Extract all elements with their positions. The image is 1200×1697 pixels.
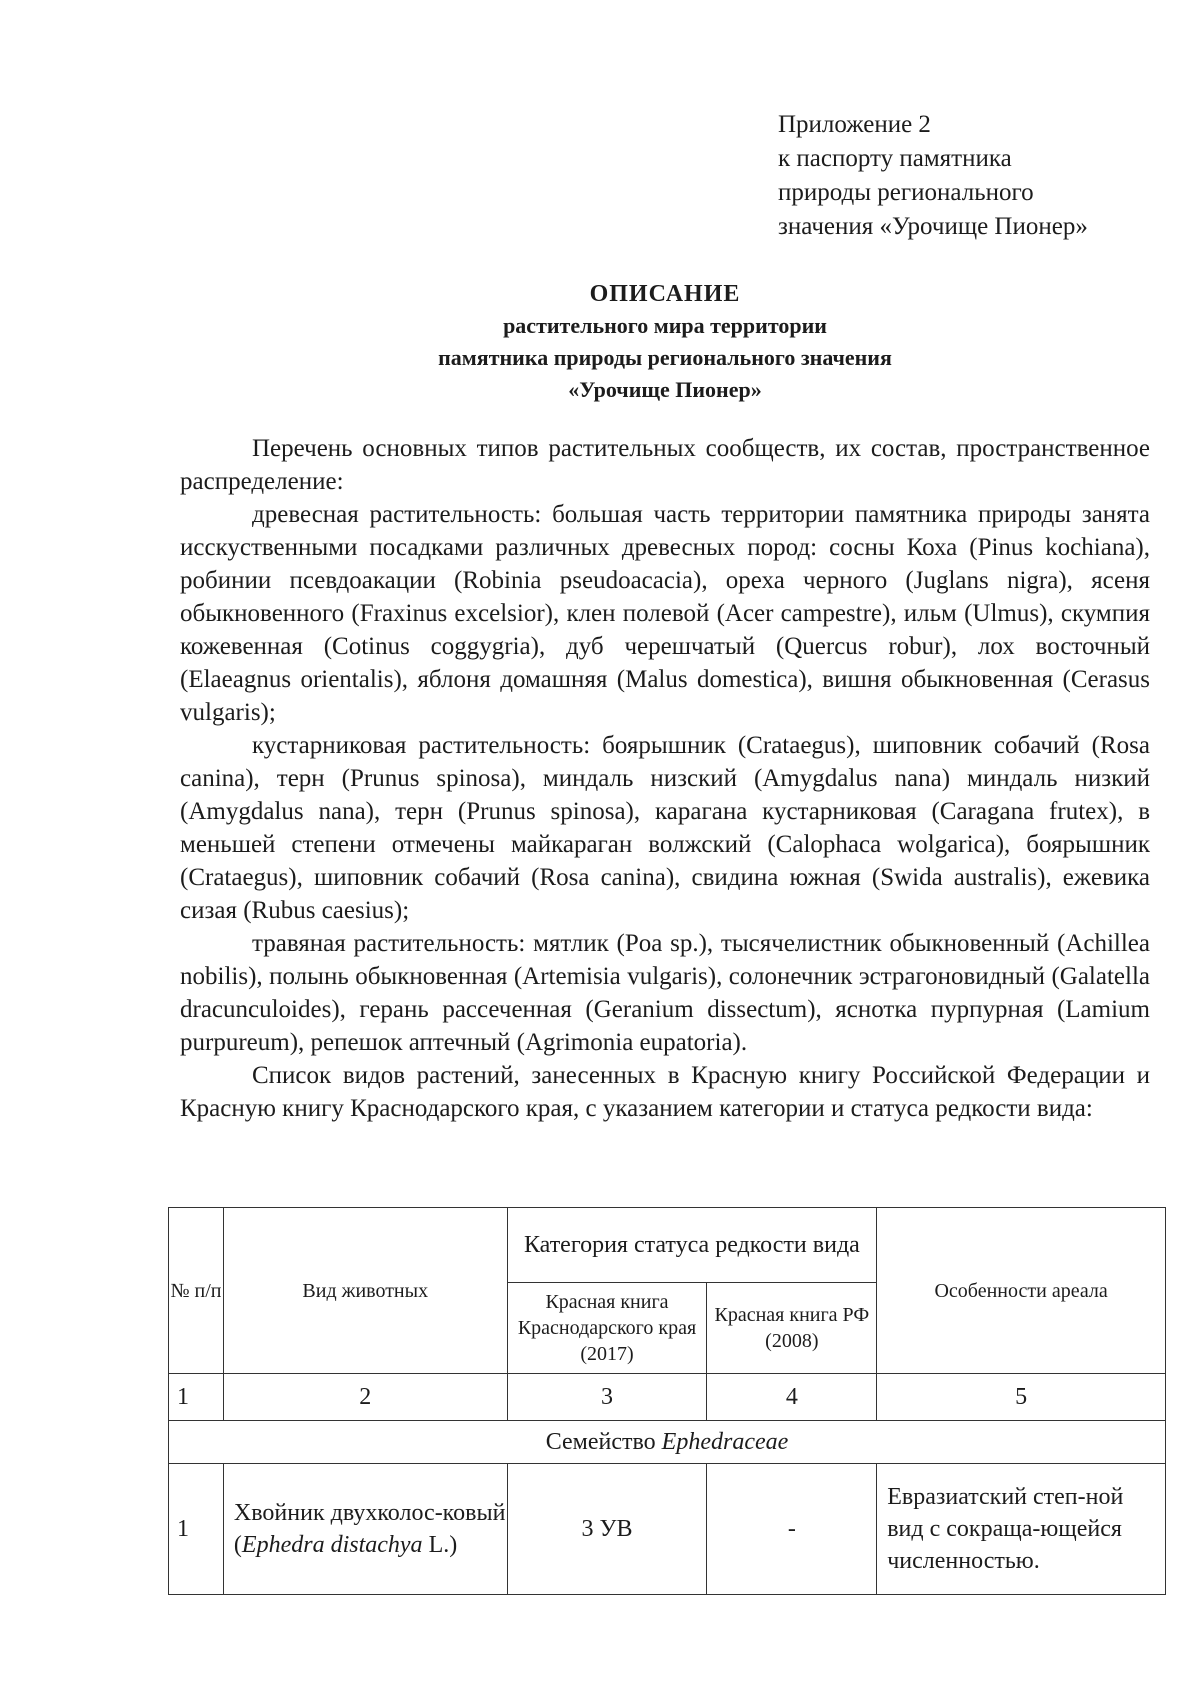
- table-row: [169, 1464, 1166, 1595]
- title-line-2: растительного мира территории: [503, 313, 827, 338]
- column-number: 5: [877, 1374, 1166, 1421]
- header-range: Особенности ареала: [877, 1208, 1166, 1374]
- species-author: L.): [422, 1532, 458, 1558]
- paragraph-intro: Перечень основных типов растительных сообществ, их состав, пространственное распределение:: [180, 435, 1150, 495]
- paragraph-grasses: травяная растительность: мятлик (Poa sp.), тысячелистник обыкновенный (Achillea nobilis), полынь обыкновенная (Artemisia vulgaris), солонечник эстрагоновидный (Galatella dracunculoides), герань рассеченная (Geranium dissectum), яснотка пурпурная (Lamium purpureum), репешок аптечный (Agrimonia eupatoria).: [180, 930, 1150, 1056]
- paragraph-shrubs: кустарниковая растительность: боярышник (Crataegus), шиповник собачий (Rosa canina), терн (Prunus spinosa), миндаль низский (Amygdalus nana) миндаль низкий (Amygdalus nana), терн (Prunus spinosa), карагана кустарниковая (Caragana frutex), в меньшей степени отмечены майкараган волжский (Calophaca wolgarica), боярышник (Crataegus), шиповник собачий (Rosa canina), свидина южная (Swida australis), ежевика сизая (Rubus caesius);: [180, 732, 1150, 924]
- body-text: [180, 432, 1150, 1125]
- paragraph-trees: древесная растительность: большая часть территории памятника природы занята исскуственными посадками различных древесных пород: сосны Коха (Pinus kochiana), робинии псевдоакации (Robinia pseudoacacia), ореха черного (Juglans nigra), ясеня обыкновенного (Fraxinus excelsior), клен полевой (Acer campestre), ильм (Ulmus), скумпия кожевенная (Cotinus coggygria), дуб черешчатый (Quercus robur), лох восточный (Elaeagnus orientalis), яблоня домашняя (Malus domestica), вишня обыкновенная (Cerasus vulgaris);: [180, 501, 1150, 726]
- title-line-4: «Урочище Пионер»: [568, 377, 762, 402]
- appendix-line-2: к паспорту памятника: [778, 145, 1012, 172]
- column-number: 1: [169, 1374, 224, 1421]
- paragraph-redbook: Список видов растений, занесенных в Красную книгу Российской Федерации и Красную книгу Краснодарского края, с указанием категории и статуса редкости вида:: [180, 1062, 1150, 1122]
- column-number: 3: [507, 1374, 707, 1421]
- header-redbook-krasnodar: Красная книга Краснодарского края (2017): [507, 1283, 707, 1374]
- row-range: Евразиатский степ-ной вид с сокраща-ющейся численностью.: [877, 1464, 1166, 1595]
- appendix-line-3: природы регионального: [778, 179, 1034, 206]
- document-title: [180, 278, 1150, 406]
- family-cell: [169, 1421, 1166, 1464]
- column-number: 4: [707, 1374, 877, 1421]
- row-num: 1: [169, 1464, 224, 1595]
- row-redbook-rf: -: [707, 1464, 877, 1595]
- header-category: Категория статуса редкости вида: [507, 1208, 877, 1283]
- species-table: [168, 1207, 1166, 1595]
- appendix-header: [778, 108, 1088, 244]
- title-main: ОПИСАНИЕ: [589, 281, 741, 307]
- appendix-line-4: значения «Урочище Пионер»: [778, 213, 1088, 240]
- family-row: [169, 1421, 1166, 1464]
- header-num: № п/п: [169, 1208, 224, 1374]
- family-name: Ephedraceae: [661, 1428, 789, 1455]
- header-redbook-rf: Красная книга РФ (2008): [707, 1283, 877, 1374]
- species-name-lat-line: (Ephedra distachya L.): [233, 1532, 458, 1558]
- column-number: 2: [223, 1374, 507, 1421]
- family-prefix: Семейство: [545, 1428, 662, 1455]
- species-name-lat: Ephedra distachya: [241, 1532, 423, 1558]
- title-line-3: памятника природы регионального значения: [438, 345, 892, 370]
- appendix-line-1: Приложение 2: [778, 111, 931, 138]
- row-redbook-krasnodar: 3 УВ: [507, 1464, 707, 1595]
- column-number-row: [169, 1374, 1166, 1421]
- header-species: Вид животных: [223, 1208, 507, 1374]
- table-header-row: [169, 1208, 1166, 1283]
- species-name-ru: Хвойник двухколос-ковый: [233, 1500, 506, 1526]
- row-species: [223, 1464, 507, 1595]
